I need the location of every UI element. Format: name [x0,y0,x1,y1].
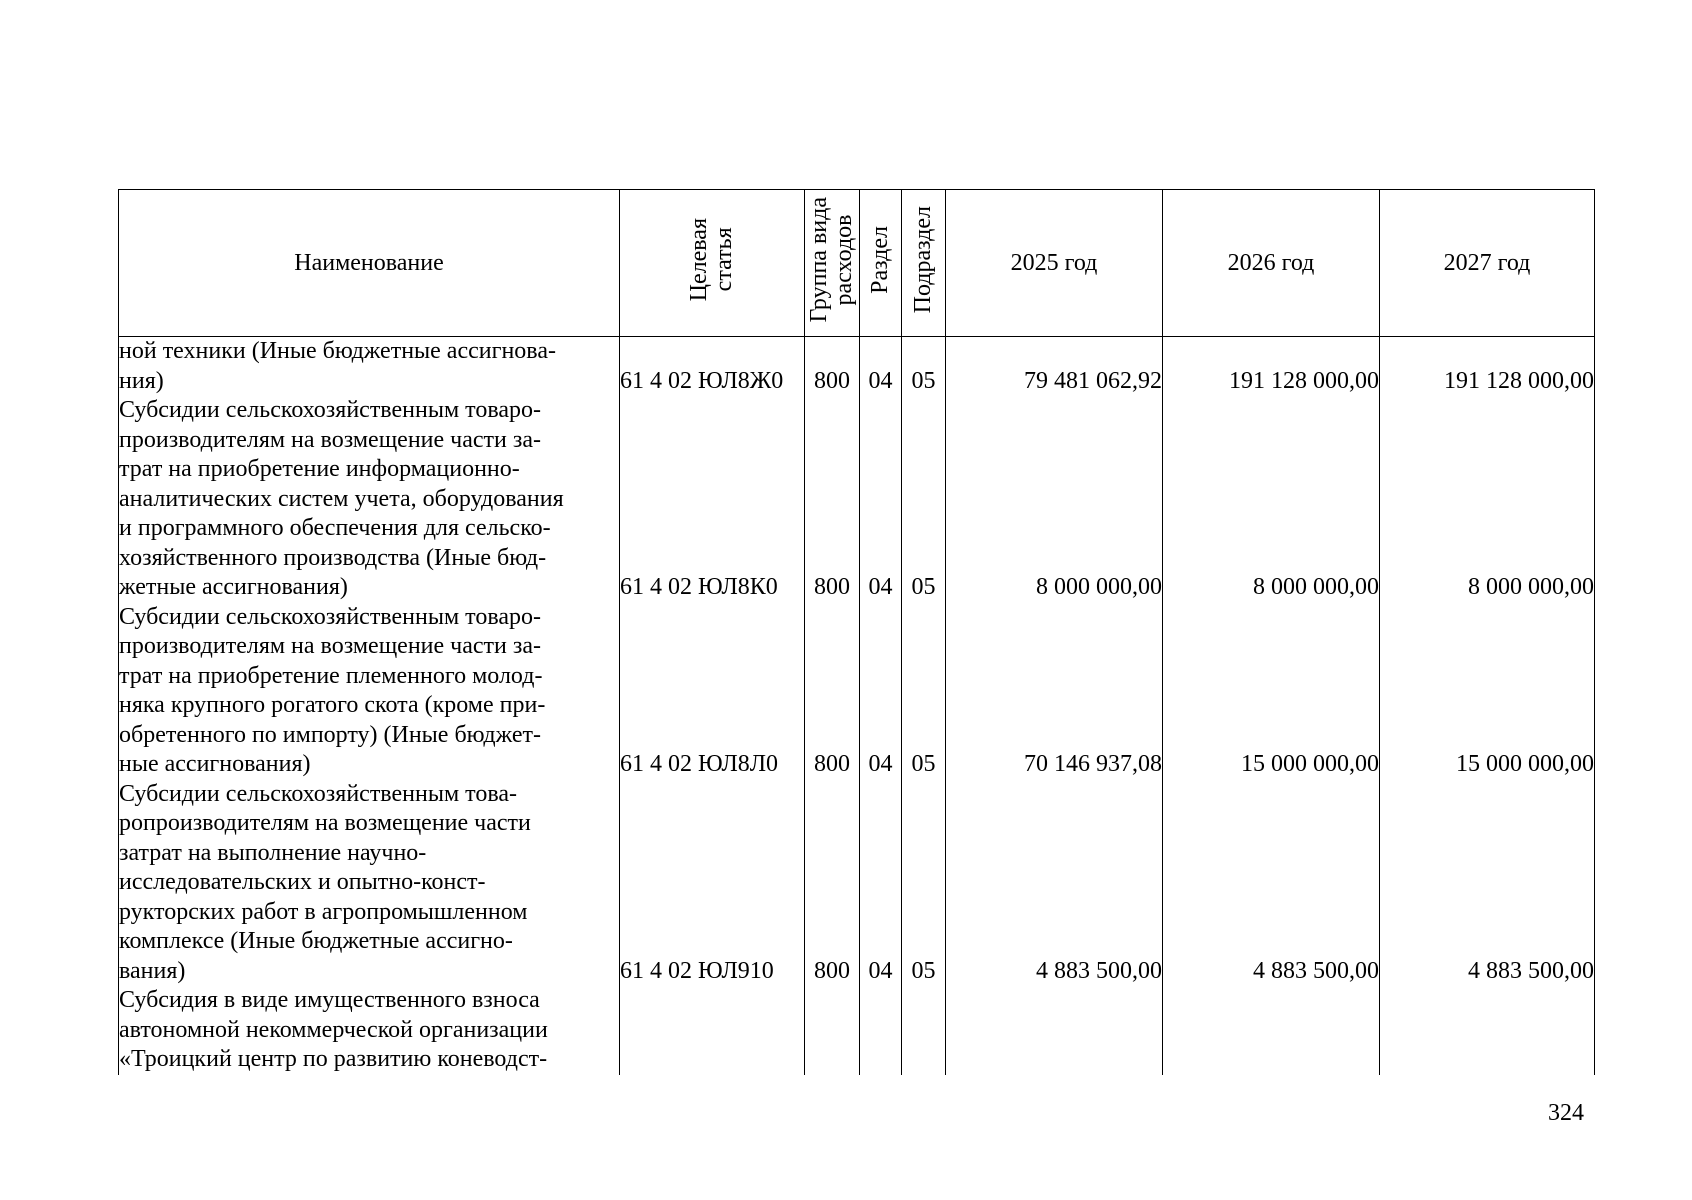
row-name [119,337,620,397]
target-article [620,986,805,1075]
budget-table [118,189,1595,1075]
name-line: ния) [119,367,164,394]
section-code [860,986,902,1075]
name-line: трат на приобретение племенного молод- [119,662,543,689]
header-group: Группа вида расходов [805,190,860,337]
name-line: вания) [119,957,186,984]
target-article: 61 4 02 ЮЛ8Ж0 [620,337,805,397]
name-line: и программного обеспечения для сельско- [119,515,551,541]
row-name [119,396,620,603]
amount-2027 [1380,986,1595,1075]
amount-2025: 70 146 937,08 [946,603,1163,780]
header-section: Раздел [860,190,902,337]
amount-2026: 191 128 000,00 [1163,337,1380,397]
table-row [119,603,1595,780]
name-line: затрат на выполнение научно- [119,839,427,866]
section-code: 04 [860,603,902,780]
amount-2026: 15 000 000,00 [1163,603,1380,780]
row-name [119,986,620,1075]
subsection-code: 05 [902,337,946,397]
section-code: 04 [860,337,902,397]
name-line: трат на приобретение информационно- [119,456,520,482]
header-target: Целевая статья [620,190,805,337]
amount-2025: 79 481 062,92 [946,337,1163,397]
section-code: 04 [860,396,902,603]
subsection-code [902,986,946,1075]
page-number: 324 [1548,1100,1584,1126]
subsection-code: 05 [902,396,946,603]
name-line: ропроизводителям на возмещение части [119,810,531,836]
name-line: автономной некоммерческой организации [119,1016,548,1043]
target-article: 61 4 02 ЮЛ8Л0 [620,603,805,780]
section-code: 04 [860,780,902,987]
name-line: Субсидии сельскохозяйственным това- [119,780,517,807]
amount-2025: 4 883 500,00 [946,780,1163,987]
name-line: обретенного по импорту) (Иные бюджет- [119,721,541,748]
target-article: 61 4 02 ЮЛ910 [620,780,805,987]
name-line: Субсидии сельскохозяйственным товаро- [119,603,541,630]
table-row [119,396,1595,603]
row-name [119,780,620,987]
amount-2027: 4 883 500,00 [1380,780,1595,987]
header-2027: 2027 год [1380,190,1595,337]
name-line: няка крупного рогатого скота (кроме при- [119,692,546,718]
expense-group: 800 [805,396,860,603]
name-line: ной техники (Иные бюджетные ассигнова- [119,338,556,364]
subsection-code: 05 [902,780,946,987]
table-row [119,986,1595,1075]
name-line: хозяйственного производства (Иные бюд- [119,544,547,571]
name-line: комплексе (Иные бюджетные ассигно- [119,928,513,954]
name-line: аналитических систем учета, оборудования [119,485,564,512]
expense-group: 800 [805,780,860,987]
header-2025: 2025 год [946,190,1163,337]
name-line: исследовательских и опытно-конст- [119,869,486,895]
row-name [119,603,620,780]
subsection-code: 05 [902,603,946,780]
expense-group: 800 [805,603,860,780]
amount-2026: 4 883 500,00 [1163,780,1380,987]
name-line: жетные ассигнования) [119,574,348,600]
header-row [119,190,1595,337]
name-line: «Троицкий центр по развитию коневодст- [119,1046,548,1072]
amount-2025 [946,986,1163,1075]
name-line: производителям на возмещение части за- [119,426,541,453]
header-subsection: Подраздел [902,190,946,337]
expense-group: 800 [805,337,860,397]
amount-2025: 8 000 000,00 [946,396,1163,603]
name-line: Субсидии сельскохозяйственным товаро- [119,397,541,423]
name-line: рукторских работ в агропромышленном [119,898,528,925]
amount-2026: 8 000 000,00 [1163,396,1380,603]
name-line: Субсидия в виде имущественного взноса [119,987,540,1013]
table-row [119,780,1595,987]
header-name: Наименование [119,190,620,337]
amount-2027: 8 000 000,00 [1380,396,1595,603]
table-row [119,337,1595,397]
amount-2027: 15 000 000,00 [1380,603,1595,780]
target-article: 61 4 02 ЮЛ8К0 [620,396,805,603]
header-2026: 2026 год [1163,190,1380,337]
amount-2027: 191 128 000,00 [1380,337,1595,397]
name-line: производителям на возмещение части за- [119,633,541,659]
amount-2026 [1163,986,1380,1075]
name-line: ные ассигнования) [119,751,311,777]
expense-group [805,986,860,1075]
